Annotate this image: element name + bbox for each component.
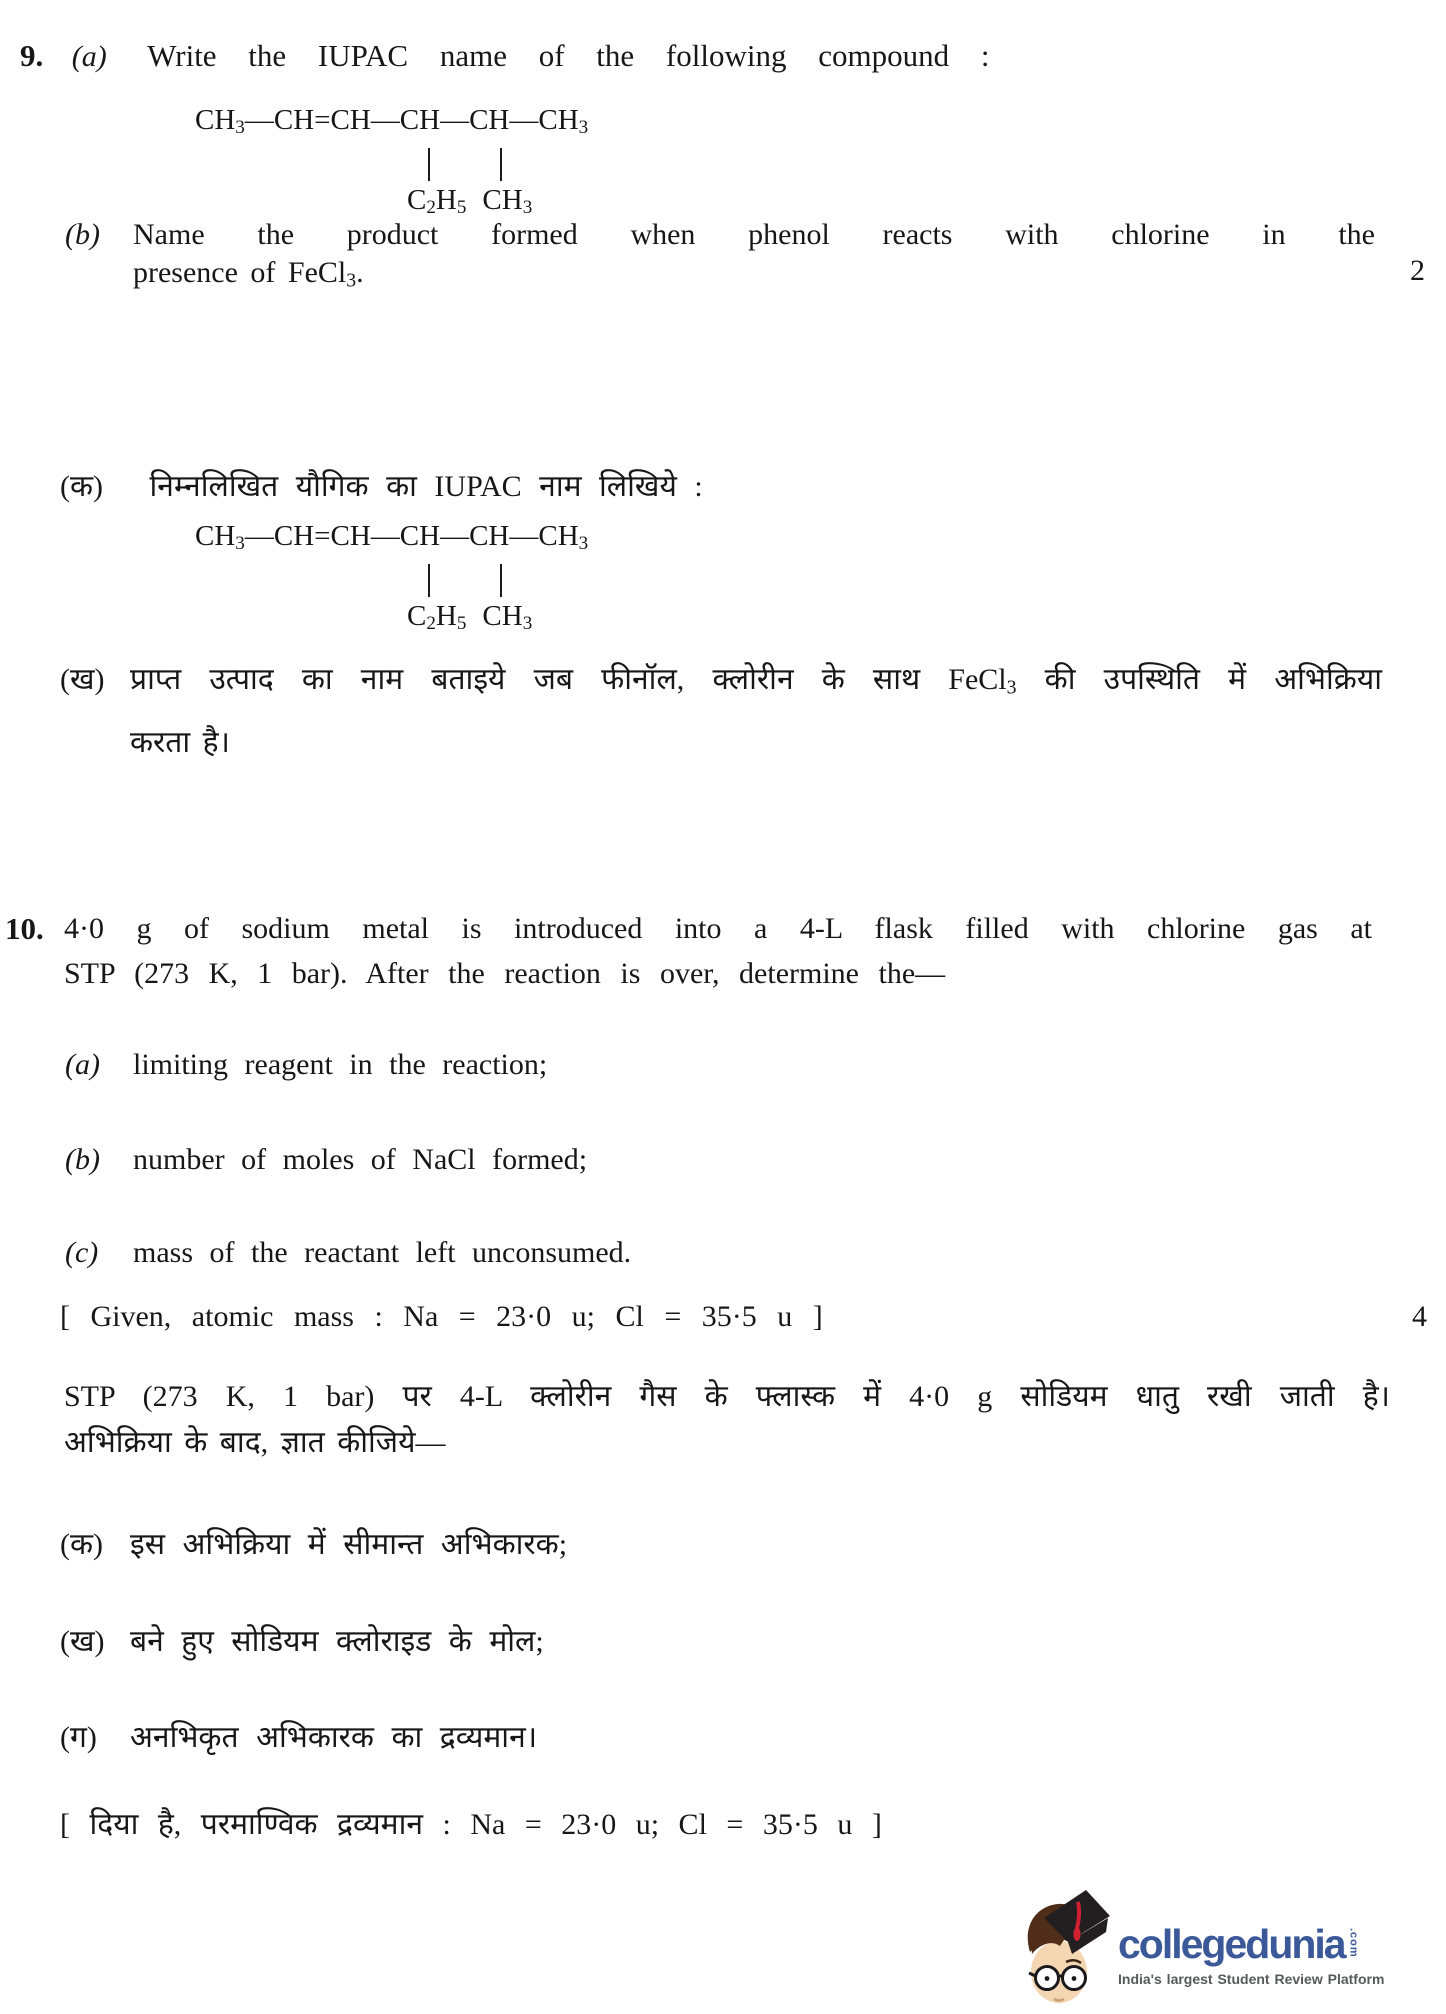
substituent-methyl: $CH_3$ bbox=[482, 600, 533, 635]
q9-hindi-a-label: (क) bbox=[60, 470, 104, 503]
q10-hindi-item-a bbox=[60, 1520, 567, 1570]
q10-intro-line2: STP (273 K, 1 bar). After the reaction is over, determine the— bbox=[64, 957, 946, 990]
q10-hindi-intro-line2: अभिक्रिया के बाद, ज्ञात कीजिये— bbox=[64, 1426, 446, 1459]
q10-c-label: (c) bbox=[65, 1236, 99, 1269]
q10-header bbox=[5, 906, 1372, 996]
bond-line-icon bbox=[500, 148, 502, 181]
bond-line-icon bbox=[500, 564, 502, 597]
q10-a-text: limiting reagent in the reaction; bbox=[133, 1048, 548, 1081]
q9-marks: 2 bbox=[1410, 254, 1425, 287]
q9-number: 9. bbox=[20, 38, 44, 73]
q10-given-en: [ Given, atomic mass : Na = 23·0 u; Cl = 35·5 u ] bbox=[60, 1300, 823, 1333]
graduate-mascot-icon bbox=[1020, 1888, 1110, 2014]
brand-tagline: India's largest Student Review Platform bbox=[1118, 1971, 1385, 1987]
q9-part-b-line2: presence of FeCl$_3$. bbox=[133, 256, 364, 292]
q10-hindi-a-label: (क) bbox=[60, 1528, 104, 1561]
substituent-methyl: $CH_3$ bbox=[482, 184, 533, 219]
substituent-ethyl: $C_2H_5$ bbox=[407, 600, 467, 635]
structure-substituents bbox=[407, 184, 532, 219]
q10-hindi-item-b bbox=[60, 1617, 544, 1667]
q10-marks: 4 bbox=[1412, 1300, 1427, 1333]
q10-hindi-intro bbox=[64, 1374, 1390, 1466]
substituent-ethyl: $C_2H_5$ bbox=[407, 184, 467, 219]
q9-part-a-text: Write the IUPAC name of the following compound : bbox=[147, 38, 990, 73]
q9-part-b-label: (b) bbox=[65, 218, 100, 251]
q9-part-a-label: (a) bbox=[71, 40, 107, 73]
structure-main-chain: $CH_3—CH=CH—CH—CH—CH_3$ bbox=[195, 520, 589, 555]
q9-hindi-b-line2: करता है। bbox=[130, 726, 230, 760]
q10-item-c bbox=[65, 1236, 631, 1270]
q10-hindi-c-text: अनभिकृत अभिकारक का द्रव्यमान। bbox=[130, 1721, 538, 1754]
q10-hindi-c-label: (ग) bbox=[60, 1721, 97, 1754]
q9-part-b bbox=[65, 216, 1375, 299]
q10-hindi-intro-line1: STP (273 K, 1 bar) पर 4-L क्लोरीन गैस के फ्लास्क में 4·0 g सोडियम धातु रखी जाती है। bbox=[64, 1380, 1390, 1413]
q10-hindi-b-label: (ख) bbox=[60, 1625, 105, 1658]
brand-name: collegedunia bbox=[1118, 1921, 1345, 1967]
chemical-structure-en bbox=[195, 104, 589, 219]
q9-header bbox=[20, 38, 989, 74]
q10-b-text: number of moles of NaCl formed; bbox=[133, 1143, 588, 1176]
q10-hindi-a-text: इस अभिक्रिया में सीमान्त अभिकारक; bbox=[130, 1528, 568, 1561]
logo-text-block bbox=[1118, 1888, 1384, 2014]
structure-main-chain: $CH_3—CH=CH—CH—CH—CH_3$ bbox=[195, 104, 589, 139]
q10-hindi-item-c bbox=[60, 1713, 537, 1763]
bond-line-icon bbox=[428, 564, 430, 597]
q10-intro-line1: 4·0 g of sodium metal is introduced into a 4-L flask filled with chlorine gas at bbox=[64, 912, 1372, 945]
collegedunia-logo bbox=[1020, 1888, 1420, 2014]
q9-hindi-b-label: (ख) bbox=[60, 663, 105, 696]
q10-hindi-b-text: बने हुए सोडियम क्लोराइड के मोल; bbox=[130, 1625, 544, 1658]
structure-substituents bbox=[407, 600, 532, 635]
q9-part-b-line1: Name the product formed when phenol reacts with chlorine in the bbox=[133, 218, 1375, 251]
q10-a-label: (a) bbox=[65, 1048, 100, 1081]
q9-hindi-part-a bbox=[60, 462, 703, 512]
q10-item-b bbox=[65, 1143, 587, 1177]
chemical-structure-hi bbox=[195, 520, 589, 635]
q10-number: 10. bbox=[5, 911, 44, 946]
q10-given-hi: [ दिया है, परमाण्विक द्रव्यमान : Na = 23·0 u; Cl = 35·5 u ] bbox=[60, 1808, 882, 1841]
bond-line-icon bbox=[428, 148, 430, 181]
q9-hindi-a-text: निम्नलिखित यौगिक का IUPAC नाम लिखिये : bbox=[149, 470, 703, 503]
q9-hindi-b-line1: प्राप्त उत्पाद का नाम बताइये जब फीनॉल, क्लोरीन के साथ FeCl$_3$ की उपस्थिति में अभिक्रिया bbox=[130, 663, 1382, 699]
brand-tld: .com bbox=[1347, 1928, 1360, 1958]
q10-c-text: mass of the reactant left unconsumed. bbox=[133, 1236, 632, 1269]
q9-hindi-part-b bbox=[60, 652, 1382, 771]
q10-b-label: (b) bbox=[65, 1143, 100, 1176]
q10-item-a bbox=[65, 1048, 547, 1082]
